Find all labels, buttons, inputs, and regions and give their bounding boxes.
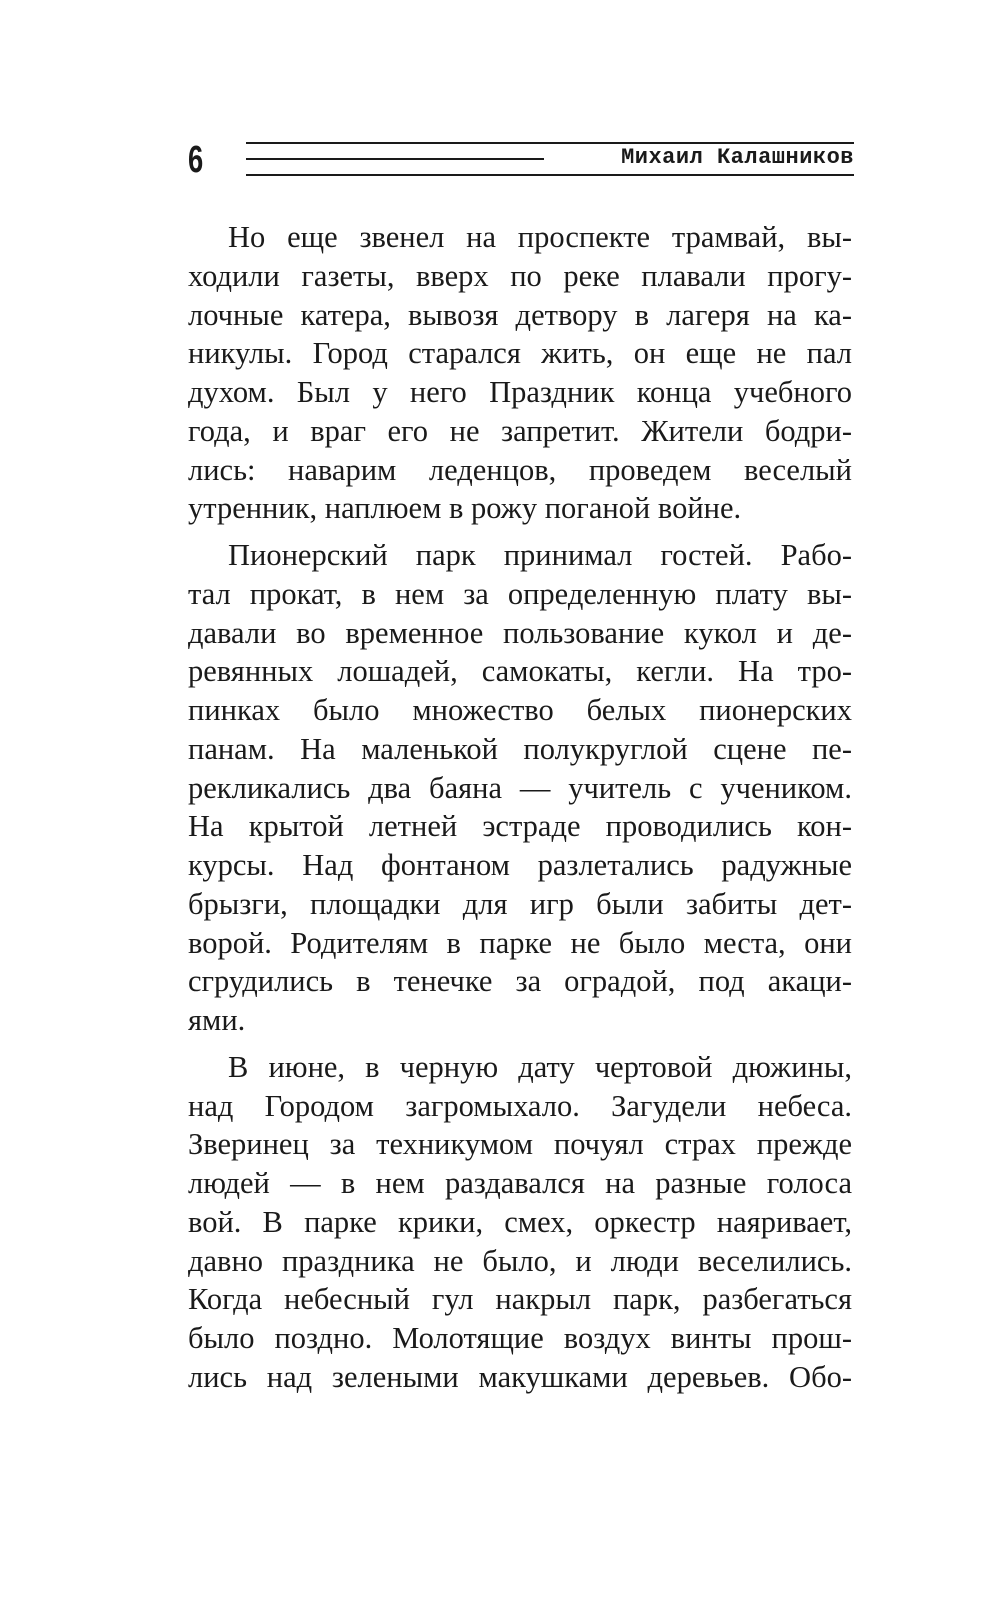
text-line: брызги, площадки для игр были забиты дет- [188, 886, 852, 921]
text-line: пинках было множество белых пионерских [188, 693, 852, 727]
text-line: утренник, наплюем в рожу поганой войне. [188, 491, 742, 526]
text-line: В июне, в черную дату чертовой дюжины, [228, 1049, 852, 1084]
text-line: года, и враг его не запретит. Жители бодри- [188, 413, 852, 448]
text-line: ями. [188, 1003, 246, 1037]
paragraph-1 [188, 218, 852, 528]
text-line: ворой. Родителям в парке не было места, они [188, 925, 852, 960]
text-line: ходили газеты, вверх по реке плавали прогу- [188, 258, 852, 293]
text-line: Когда небесный гул накрыл парк, разбегаться [188, 1282, 852, 1317]
header-rule-middle [246, 158, 544, 160]
text-line: тал прокат, в нем за определенную плату вы- [188, 576, 852, 611]
text-line: лись: наварим леденцов, проведем веселый [188, 452, 852, 487]
text-line: ревянных лошадей, самокаты, кегли. На тро- [188, 654, 852, 689]
text-line: никулы. Город старался жить, он еще не пал [188, 336, 852, 371]
paragraph-3 [188, 1048, 852, 1397]
running-header [188, 140, 854, 180]
text-line: было поздно. Молотящие воздух винты прош- [188, 1321, 852, 1355]
page-number: 6 [188, 139, 204, 181]
text-line: давали во временное пользование кукол и де- [188, 615, 852, 650]
text-line: курсы. Над фонтаном разлетались радужные [188, 848, 852, 882]
header-rule-bottom [246, 174, 854, 176]
text-line: лись над зелеными макушками деревьев. Обо- [188, 1359, 852, 1394]
body-text [188, 218, 852, 1405]
text-line: вой. В парке крики, смех, оркестр наяривает, [188, 1204, 852, 1239]
text-line: лочные катера, вывозя детвору в лагеря на ка- [188, 297, 852, 332]
text-line: людей — в нем раздавался на разные голоса [188, 1166, 852, 1200]
text-line: На крытой летней эстраде проводились кон- [188, 809, 852, 844]
text-line: панам. На маленькой полукруглой сцене пе- [188, 731, 852, 766]
header-rule-top [246, 142, 854, 144]
text-line: духом. Был у него Праздник конца учебного [188, 375, 852, 409]
paragraph-2 [188, 536, 852, 1040]
text-line: Пионерский парк принимал гостей. Рабо- [228, 538, 852, 572]
text-line: давно праздника не было, и люди веселились. [188, 1243, 852, 1278]
text-line: Зверинец за техникумом почуял страх прежде [188, 1127, 852, 1162]
text-line: Но еще звенел на проспекте трамвай, вы- [228, 220, 852, 254]
running-title-author: Михаил Калашников [621, 145, 854, 170]
text-line: сгрудились в тенечке за оградой, под акаци- [188, 964, 852, 999]
text-line: рекликались два баяна — учитель с учеником. [188, 770, 852, 805]
text-line: над Городом загромыхало. Загудели небеса. [188, 1088, 852, 1123]
